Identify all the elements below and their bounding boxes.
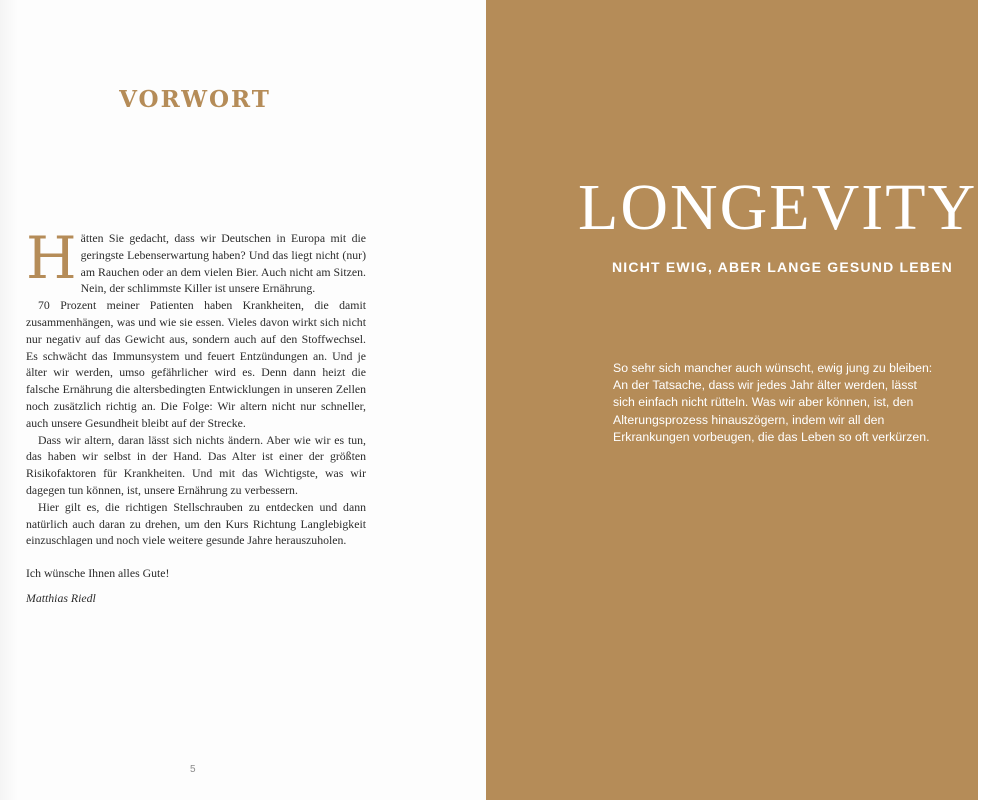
author-signature: Matthias Riedl — [26, 590, 96, 605]
drop-cap: H — [26, 224, 77, 292]
paragraph-4: Hier gilt es, die richtigen Stellschrauben zu entdecken und dann natürlich auch daran zu drehen, um den Kurs Richtung Langlebigkeit einzuschlagen und noch viele weitere gesunde Jahre herauszuholen. — [26, 499, 366, 548]
paragraph-1-text: ätten Sie gedacht, dass wir Deutschen in Europa mit die geringste Lebenserwartung haben? Und das liegt nicht (nur) am Rauchen oder an dem vielen Bier. Auch nicht am Sitzen. Nein, der schlimmste Killer ist unsere Ernährung. — [80, 231, 366, 296]
page-gutter-shadow — [0, 0, 18, 800]
page-heading: VORWORT — [119, 86, 271, 113]
paragraph-2: 70 Prozent meiner Patienten haben Krankheiten, die damit zusammenhängen, was und wie sie essen. Vieles davon wirkt sich nicht nur negativ auf das Gewicht aus, sondern auch auf den Stoffwechsel. Es schwächt das Immunsystem und feuert Entzündungen an. Und je älter wir werden, umso gefährlicher wird es. Denn dann heizt die falsche Ernährung die altersbedingten Entwicklungen in unseren Zellen noch zusätzlich richtig an. Die Folge: Wir altern nicht nur schneller, auch unsere Gesundheit bleibt auf der Strecke. — [26, 298, 366, 430]
chapter-title: LONGEVITY — [578, 171, 978, 244]
chapter-subtitle: NICHT EWIG, ABER LANGE GESUND LEBEN — [612, 259, 953, 275]
left-page — [0, 0, 486, 800]
chapter-intro: So sehr sich mancher auch wünscht, ewig jung zu bleiben: An der Tatsache, dass wir jedes Jahr älter werden, lässt sich einfach nicht rütteln. Was wir aber können, ist, den Alterungsprozess hinauszögern, indem wir all den Erkrankungen vorbeugen, die das Leben so oft verkürzen. — [613, 361, 933, 444]
paragraph-3: Dass wir altern, daran lässt sich nichts ändern. Aber wie wir es tun, das haben wir selbst in der Hand. Das Alter ist einer der größten Risikofaktoren für Krankheiten. Und mit das Wichtigste, was wir dagegen tun können, ist, unsere Ernährung zu verbessern. — [26, 432, 366, 497]
closing-line: Ich wünsche Ihnen alles Gute! — [26, 566, 170, 581]
right-margin — [978, 0, 1000, 800]
paragraph-1 — [26, 224, 366, 297]
page-number: 5 — [190, 764, 196, 775]
foreword-text — [26, 224, 366, 607]
